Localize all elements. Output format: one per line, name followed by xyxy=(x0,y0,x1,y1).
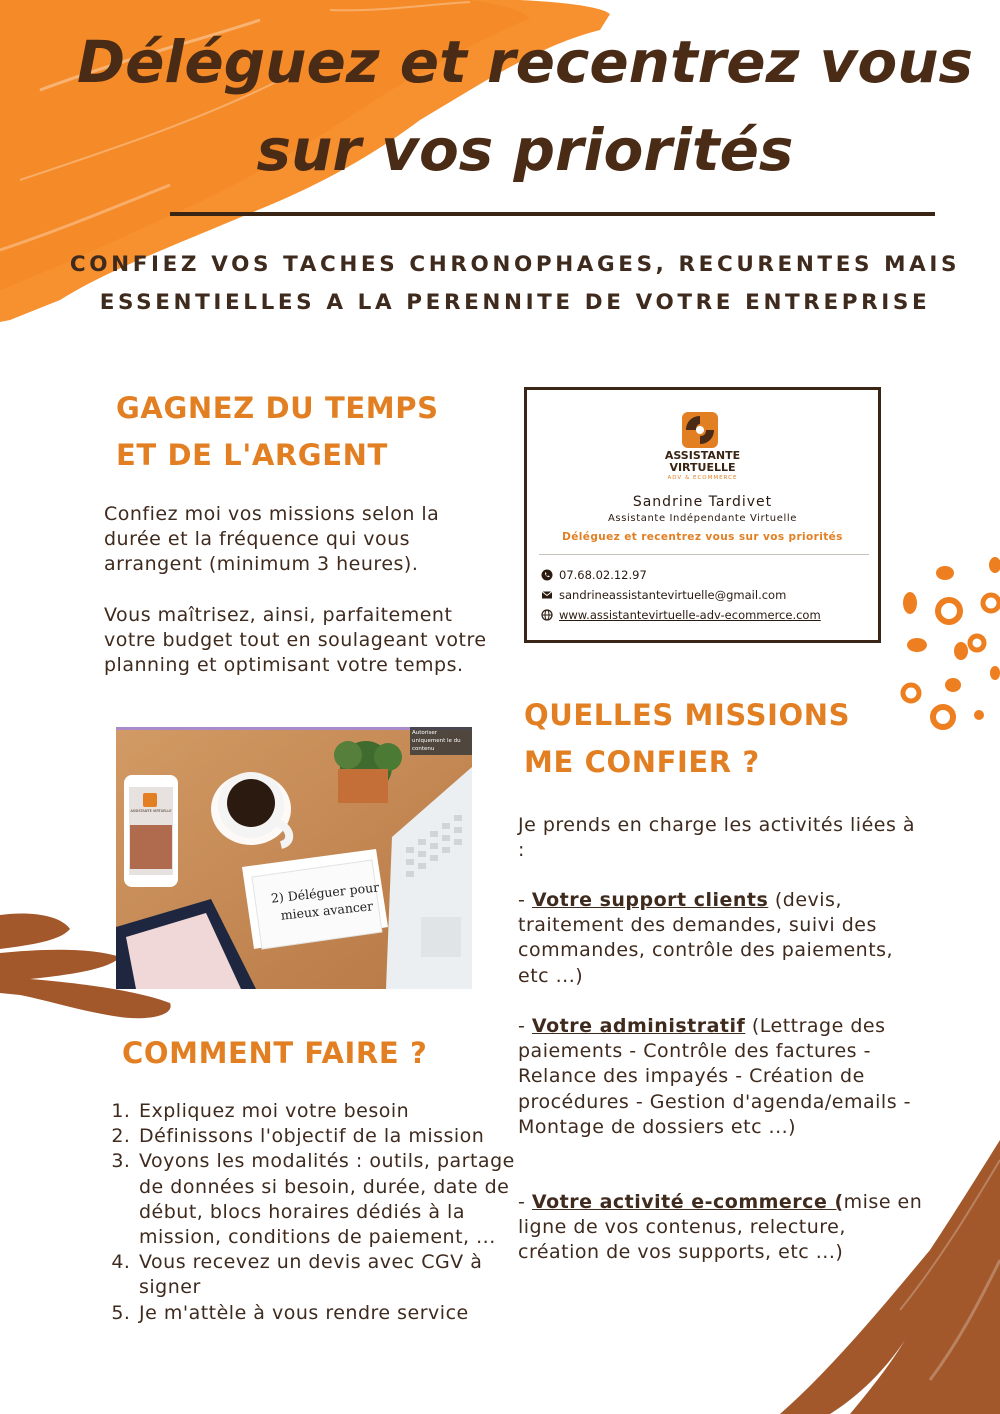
business-card xyxy=(524,387,881,643)
title-divider xyxy=(170,212,935,216)
logo-icon xyxy=(682,412,718,448)
page-title: Déléguez et recentrez vous sur vos priorités xyxy=(76,28,974,184)
card-phone: 07.68.02.12.97 xyxy=(559,568,647,582)
photo-overlay-text: Autoriser uniquement le du contenu xyxy=(412,730,461,752)
gain-paragraph-1: Confiez moi vos missions selon la durée et la fréquence qui vous arrangent (minimum 3 heures). xyxy=(104,503,440,576)
how-step: 3. Voyons les modalités : outils, partage de données si besoin, durée, date de début, blocs horaires dédiés à la mission, conditions de paiement, ... xyxy=(137,1149,517,1250)
orange-dots-decoration xyxy=(895,545,1000,730)
desk-photo xyxy=(116,727,472,989)
page-subtitle: CONFIEZ VOS TACHES CHRONOPHAGES, RECURENTES MAIS ESSENTIELLES A LA PERENNITE DE VOTRE ENTREPRISE xyxy=(69,252,961,315)
how-step: 2. Définissons l'objectif de la mission xyxy=(137,1124,517,1149)
mission-label: Votre support clients xyxy=(531,889,769,911)
card-email[interactable]: sandrineassistantevirtuelle@gmail.com xyxy=(559,588,787,602)
card-email-line xyxy=(541,588,786,602)
logo-text-line1: ASSISTANTE xyxy=(664,449,741,462)
mission-label: Votre administratif xyxy=(531,1015,746,1037)
mission-item-ecommerce xyxy=(518,1190,928,1266)
mission-item-support xyxy=(518,888,928,989)
how-step: 5. Je m'attèle à vous rendre service xyxy=(137,1301,517,1326)
mission-detail: mise en ligne de vos contenus, relecture, création de vos supports, etc ...) xyxy=(518,1191,923,1264)
gain-paragraph-2: Vous maîtrisez, ainsi, parfaitement votre budget tout en soulageant votre planning et optimisant votre temps. xyxy=(104,604,487,677)
missions-intro: Je prends en charge les activités liées à : xyxy=(518,814,916,862)
mission-detail: (Lettrage des paiements - Contrôle des factures - Relance des impayés - Création de procédures - Gestion d'agenda/emails - Montage de dossiers etc ...) xyxy=(518,1015,911,1138)
how-step: 4. Vous recevez un devis avec CGV à signer xyxy=(137,1250,517,1300)
how-steps-list xyxy=(104,1099,517,1326)
mission-label: Votre activité e-commerce ( xyxy=(531,1191,844,1213)
mission-prefix: - xyxy=(518,1015,532,1037)
card-phone-line xyxy=(541,568,647,582)
card-role: Assistante Indépendante Virtuelle xyxy=(607,513,797,524)
photo-note-text: 2) Déléguer pour mieux avancer xyxy=(270,879,380,923)
card-separator xyxy=(539,554,869,555)
card-website-line xyxy=(541,608,821,622)
logo-text-line2: VIRTUELLE xyxy=(669,461,736,474)
card-name: Sandrine Tardivet xyxy=(632,494,773,510)
heading-missions: QUELLES MISSIONS ME CONFIER ? xyxy=(524,698,851,779)
card-website[interactable]: www.assistantevirtuelle-adv-ecommerce.com xyxy=(559,608,821,622)
mail-icon xyxy=(541,589,553,601)
mission-prefix: - xyxy=(518,1191,532,1213)
mission-item-admin xyxy=(518,1014,928,1140)
how-step: 1. Expliquez moi votre besoin xyxy=(137,1099,517,1124)
logo-text-line3: ADV & ECOMMERCE xyxy=(667,475,738,481)
mission-prefix: - xyxy=(518,889,532,911)
brown-brush-stroke-bottom xyxy=(700,1140,1000,1414)
desk-photo-illustration xyxy=(116,727,472,989)
card-slogan: Déléguez et recentrez vous sur vos priorités xyxy=(562,531,843,543)
globe-icon xyxy=(541,609,553,621)
heading-gain: GAGNEZ DU TEMPS ET DE L'ARGENT xyxy=(116,391,439,472)
photo-phone-logo-text: ASSISTANTE VIRTUELLE xyxy=(130,809,172,813)
phone-icon xyxy=(541,569,553,581)
heading-how: COMMENT FAIRE ? xyxy=(122,1036,428,1070)
mission-detail: (devis, traitement des demandes, suivi des commandes, contrôle des paiements, etc ...) xyxy=(518,889,894,987)
